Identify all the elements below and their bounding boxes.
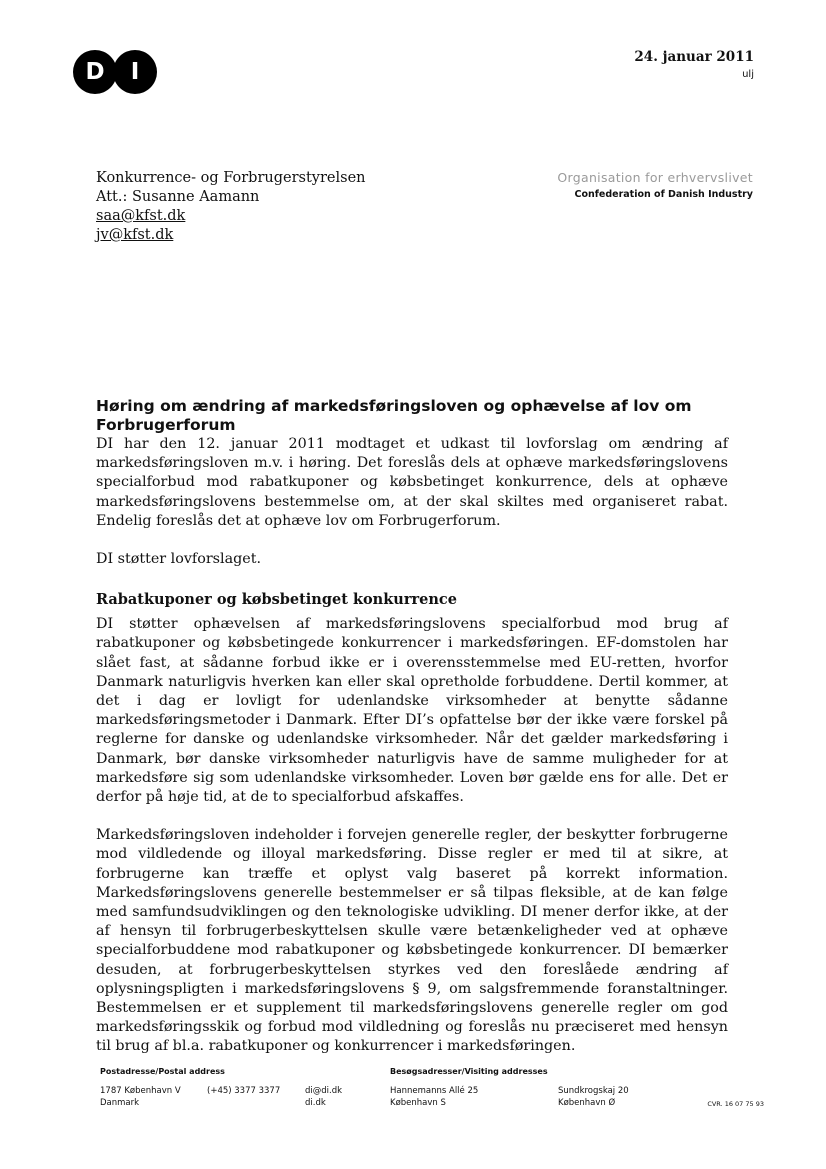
footer-contact	[305, 1085, 342, 1109]
recipient-email-link-2[interactable]: jv@kfst.dk	[96, 227, 174, 243]
logo-letter-d: D	[73, 50, 117, 94]
recipient-address	[96, 169, 366, 245]
di-logo	[73, 50, 159, 95]
footer-visit2-line2: København Ø	[558, 1098, 616, 1108]
paragraph-intro: DI har den 12. januar 2011 modtaget et udkast til lovforslag om ændring af markedsføringsloven m.v. i høring. Det foreslås dels at ophæve markedsføringslovens specialforbud mod rabatkuponer og købsbetinget konkurrence, dels at ophæve markedsføringslovens bestemmelse om, at der skal skiltes med organiseret rabat. Endelig foreslås det at ophæve lov om Forbrugerforum.	[96, 436, 728, 529]
letter-date: 24. januar 2011	[634, 49, 754, 65]
paragraph-support: DI støtter lovforslaget.	[96, 551, 262, 568]
sender-organisation	[557, 170, 753, 200]
section-heading: Rabatkuponer og købsbetinget konkurrence	[96, 591, 457, 609]
paragraph-markedsforingsloven: Markedsføringsloven indeholder i forvejen generelle regler, der beskytter forbrugerne mod vildledende og illoyal markedsføring. Disse regler er med til at sikre, at forbrugerne kan træffe et oplyst valg baseret på korrekt information. Markedsføringslovens generelle bestemmelser er så tilpas fleksible, at de kan følge med samfundsudviklingen og den teknologiske udvikling. DI mener derfor ikke, at der af hensyn til forbrugerbeskyttelsen skulle være betænkeligheder ved at ophæve specialforbuddene mod rabatkuponer og købsbetingede konkurrencer. DI bemærker desuden, at forbrugerbeskyttelsen styrkes ved den foreslåede ændring af oplysningspligten i markedsføringslovens § 9, om salgsfremmende foranstaltninger. Bestemmelsen er et supplement til markedsføringslovens generelle regler om god markedsføringsskik og forbud mod vildledning og foreslås nu præciseret med hensyn til brug af bl.a. rabatkuponer og konkurrencer i markedsføringen.	[96, 827, 728, 1055]
footer-visit2-line1: Sundkrogskaj 20	[558, 1086, 629, 1096]
footer-postal-line1: 1787 København V	[100, 1086, 181, 1096]
footer-website[interactable]: di.dk	[305, 1098, 326, 1108]
footer-email[interactable]: di@di.dk	[305, 1086, 343, 1096]
author-initials: ulj	[742, 69, 754, 80]
letter-title: Høring om ændring af markedsføringsloven og ophævelse af lov om Forbrugerforum	[96, 397, 692, 434]
footer-visiting-address-2	[558, 1085, 629, 1109]
logo-letter-i: I	[113, 50, 157, 94]
org-name-danish: Organisation for erhvervslivet	[557, 170, 753, 185]
org-name-english: Confederation of Danish Industry	[574, 189, 753, 200]
recipient-attention: Att.: Susanne Aamann	[96, 189, 260, 205]
footer-visit1-line2: København S	[390, 1098, 446, 1108]
footer-postal-heading: Postadresse/Postal address	[100, 1067, 225, 1076]
footer-visiting-address-1	[390, 1085, 478, 1109]
footer-phone: (+45) 3377 3377	[207, 1086, 281, 1096]
recipient-email-link-1[interactable]: saa@kfst.dk	[96, 208, 186, 224]
footer-postal-line2: Danmark	[100, 1098, 140, 1108]
footer-visiting-heading: Besøgsadresser/Visiting addresses	[390, 1067, 548, 1076]
footer-postal-address	[100, 1085, 181, 1109]
letter-body	[96, 397, 728, 1057]
footer-cvr-number: CVR. 16 07 75 93	[707, 1100, 764, 1108]
paragraph-rabatkuponer: DI støtter ophævelsen af markedsføringslovens specialforbud mod brug af rabatkuponer og købsbetingede konkurrencer i markedsføringen. EF-domstolen har slået fast, at sådanne forbud ikke er i overensstemmelse med EU-retten, hvorfor Danmark naturligvis hverken kan eller skal opretholde forbuddene. Dertil kommer, at det i dag er lovligt for udenlandske virksomheder at benytte sådanne markedsføringsmetoder i Danmark. Efter DI’s opfattelse bør der ikke være forskel på reglerne for danske og udenlandske virksomheder. Når det gælder markedsføring i Danmark, bør danske virksomheder naturligvis have de samme muligheder for at markedsføre sig som udenlandske virksomheder. Loven bør gælde ens for alle. Det er derfor på høje tid, at de to specialforbud afskaffes.	[96, 616, 728, 806]
recipient-organisation: Konkurrence- og Forbrugerstyrelsen	[96, 170, 366, 186]
footer-visit1-line1: Hannemanns Allé 25	[390, 1086, 479, 1096]
